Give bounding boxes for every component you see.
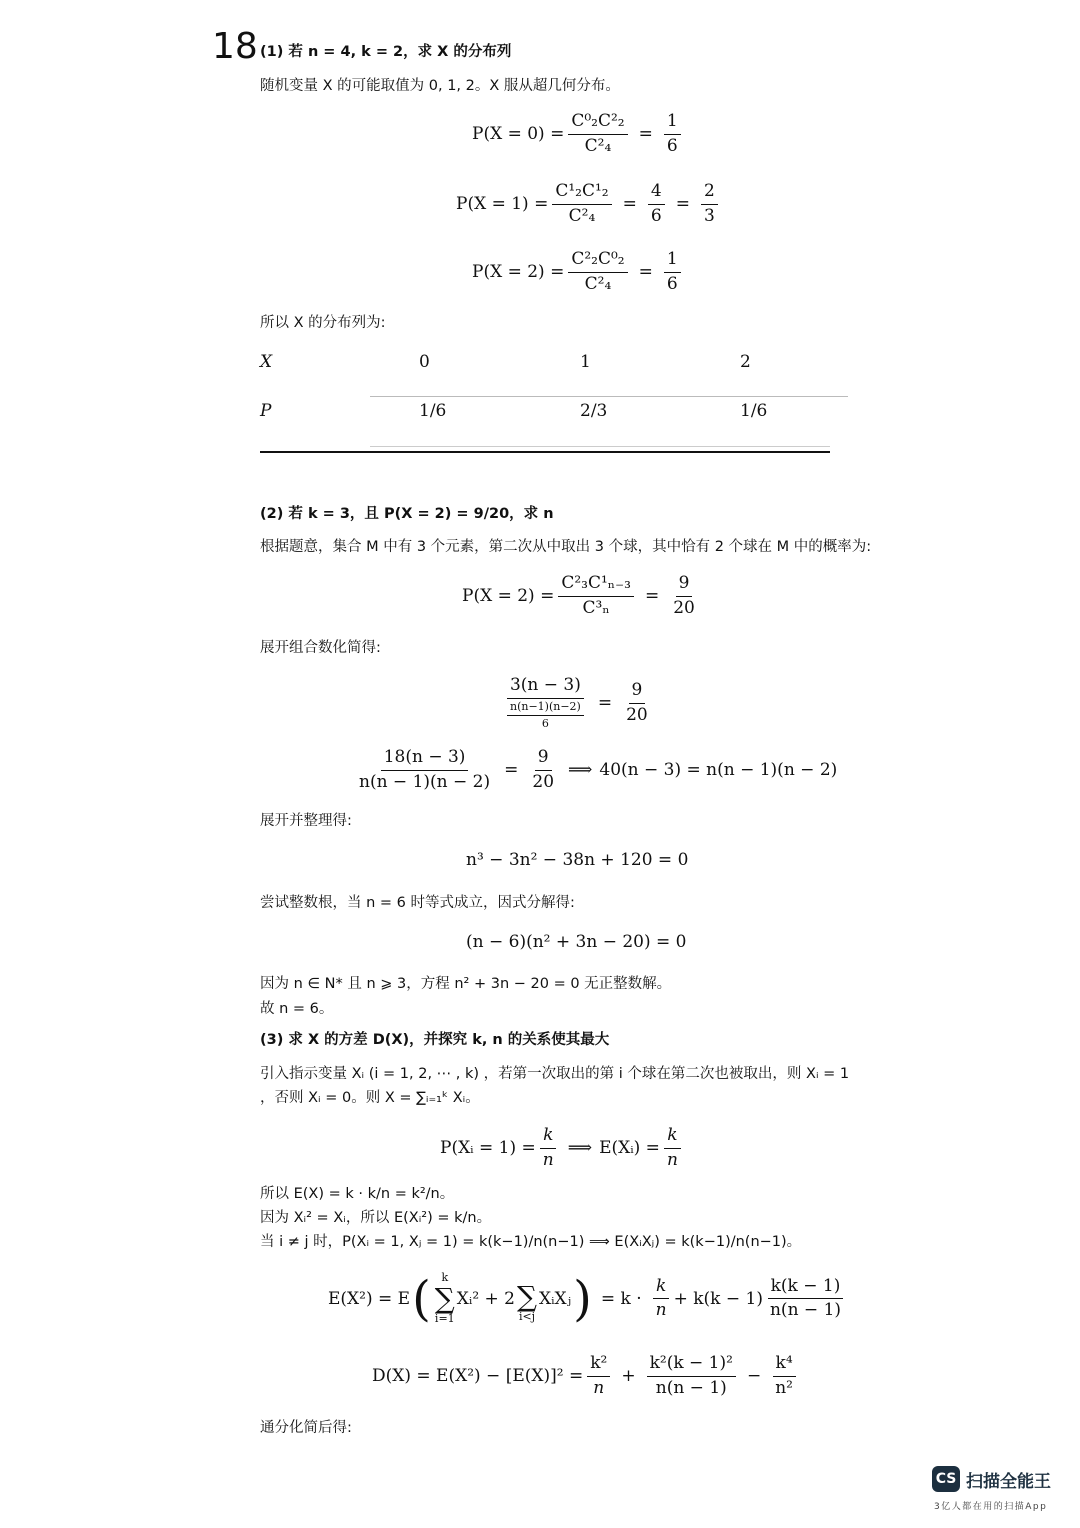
final-text: 通分化简后得: [260,1420,352,1436]
table-cell-p: P [260,401,272,421]
part1-intro: 随机变量 X 的可能取值为 0, 1, 2。X 服从超几何分布。 [260,78,620,94]
fraction [653,1277,670,1321]
denominator: C²₄ [584,135,612,156]
term1: Xᵢ² + 2 [456,1288,516,1309]
fraction [772,1354,796,1398]
eq-lhs: P(Xᵢ = 1) = [440,1138,536,1159]
fraction [587,1354,610,1398]
sigma-icon: ∑ [517,1280,538,1314]
table-intro: 所以 X 的分布列为: [260,315,386,331]
equation-part2-cleared: $\frac{18(n - 3)}{n(n - 1)(n - 2)}$ = $\frac{9}{20}$ ⟹ 40(n − 3) = n(n − 1)(n − 2) [352,748,837,792]
denominator: n(n − 1) [769,1300,842,1321]
try-text: 尝试整数根，当 n = 6 时等式成立，因式分解得: [260,895,575,911]
numerator: C²₂C⁰₂ [568,250,627,273]
eq-equals: = k · [600,1288,642,1309]
fraction [540,1126,557,1170]
eq-lhs: P(X = 1) = [456,194,549,215]
fraction [701,182,718,226]
table-cell-p1: 2/3 [580,401,608,421]
table-header-0: 0 [419,352,430,372]
equation-indicator [440,1126,685,1170]
numerator: 9 [535,748,552,771]
conclusion-text: 故 n = 6。 [260,1001,334,1017]
denominator: n(n − 1) [655,1377,727,1398]
numerator: 1 [664,112,681,135]
equation-cubic: n³ − 3n² − 38n + 120 = 0 [466,850,689,870]
equation-variance: D(X) = E(X²) − [E(X)]² = $\frac{\text{k²}}{n}$ + $\frac{\text{k²(k − 1)²}}{n(n - 1)}$ − $\frac{\text{k⁴}}{\text{n²}}$ [372,1354,800,1398]
table-rule-light [370,446,830,447]
eq-lhs: D(X) = E(X²) − [E(X)]² = [372,1366,584,1387]
fraction [568,250,627,294]
denominator: n [655,1300,667,1321]
denominator: 6 [666,135,678,156]
implies-arrow: ⟹ [567,1138,593,1159]
numerator: C¹₂C¹₂ [552,182,611,205]
term2: XᵢXⱼ [539,1288,572,1309]
part3-title: (3) 求 X 的方差 D(X)，并探究 k, n 的关系使其最大 [260,1032,610,1048]
denominator: 3 [703,205,715,226]
numerator: 9 [629,681,646,704]
eq-lhs: P(X = 2) = [472,262,565,283]
equation-part2-simplified: $\frac{3(n - 3)}{\frac{n(n-1)(n-2)}{6}}$ = $\frac{9}{20}$ [500,676,655,731]
numerator: 1 [664,250,681,273]
fraction [623,681,651,725]
eq-rhs: E(Xᵢ) = [599,1138,660,1159]
eq-lhs: E(X²) = E [328,1288,411,1309]
part3-intro-line1: 引入指示变量 Xᵢ (i = 1, 2, ⋯ , k) ，若第一次取出的第 i 个球在第二次也被取出，则 Xᵢ = 1 [260,1066,850,1082]
inner-denominator: 6 [541,717,549,731]
table-cell-p0: 1/6 [419,401,447,421]
reason-text: 因为 n ∈ N* 且 n ⩾ 3，方程 n² + 3n − 20 = 0 无正整数解。 [260,976,672,992]
denominator: C³ₙ [582,597,610,618]
numerator: k [540,1126,556,1149]
denominator: 20 [532,771,555,792]
watermark-name: 扫描全能王 [966,1471,1051,1492]
numerator: 4 [648,182,665,205]
fraction [356,748,493,792]
table-header-x: X [260,352,273,372]
fraction [664,1126,681,1170]
equation-part2-prob: P(X = 2) = $\frac{\text{C²₃C¹ₙ₋₃}}{\text{C³ₙ}}$ = $\frac{9}{20}$ [462,574,702,618]
inner-fraction [507,701,584,731]
equation-p0: P(X = 0) = $\frac{\text{C⁰₂C²₂}}{\text{C²₄}}$ = $\frac{1}{6}$ [472,112,685,156]
equation-ex2 [328,1272,848,1325]
fraction [664,250,681,294]
equation-factored: (n − 6)(n² + 3n − 20) = 0 [466,932,687,952]
table-rule-mid [370,396,848,397]
denominator [504,699,587,731]
eq-plus-term: + k(k − 1) [673,1288,763,1309]
denominator: 6 [666,273,678,294]
part1-title: (1) 若 n = 4, k = 2，求 X 的分布列 [260,44,512,60]
denominator: n(n − 1)(n − 2) [359,771,491,792]
numerator: k² [587,1354,610,1377]
fraction [568,112,627,156]
numerator: C²₃C¹ₙ₋₃ [558,574,634,597]
inner-numerator: n(n−1)(n−2) [507,701,584,717]
compound-fraction [504,676,587,731]
numerator: 18(n − 3) [381,748,469,771]
sum-upper: k [441,1271,449,1284]
numerator: k²(k − 1)² [647,1354,736,1377]
expand-text: 展开并整理得: [260,813,352,829]
numerator: k [653,1277,669,1300]
right-paren: ) [573,1270,592,1327]
eq-rhs: 40(n − 3) = n(n − 1)(n − 2) [599,760,838,781]
fraction [552,182,611,226]
line-expectation: 所以 E(X) = k · k/n = k²/n。 [260,1186,455,1202]
numerator: 2 [701,182,718,205]
denominator: 6 [650,205,662,226]
numerator: 9 [676,574,693,597]
numerator: k(k − 1) [768,1277,844,1300]
denominator: n [666,1149,678,1170]
table-header-1: 1 [580,352,591,372]
fraction [529,748,557,792]
sum-operator [435,1272,455,1325]
numerator: k⁴ [773,1354,796,1377]
sum-lower: i=1 [434,1311,455,1325]
table-header-2: 2 [740,352,751,372]
equation-p1: P(X = 1) = $\frac{\text{C¹₂C¹₂}}{\text{C²₄}}$ = $\frac{4}{6}$ = $\frac{2}{3}$ [456,182,722,226]
numerator: 3(n − 3) [507,676,584,699]
denominator: 20 [673,597,695,618]
denominator: 20 [626,704,648,725]
denominator: n [593,1377,605,1398]
part3-intro-line2: ，否则 Xᵢ = 0。则 X = ∑ᵢ₌₁ᵏ Xᵢ。 [260,1090,480,1106]
table-rule-bottom [260,451,830,453]
numerator: k [664,1126,680,1149]
watermark-tagline: 3亿人都在用的扫描App [934,1502,1048,1512]
simplify-text: 展开组合数化简得: [260,640,381,656]
eq-lhs: P(X = 2) = [462,586,555,607]
fraction [670,574,698,618]
sigma-icon: ∑ [434,1281,455,1315]
part2-title: (2) 若 k = 3，且 P(X = 2) = 9/20，求 n [260,506,554,522]
denominator: C²₄ [584,273,612,294]
numerator: C⁰₂C²₂ [568,112,627,135]
equation-p2: P(X = 2) = $\frac{\text{C²₂C⁰₂}}{\text{C²₄}}$ = $\frac{1}{6}$ [472,250,685,294]
fraction [767,1277,844,1321]
problem-number: 18 [212,26,258,67]
fraction [647,1354,736,1398]
line-xi-squared: 因为 Xᵢ² = Xᵢ，所以 E(Xᵢ²) = k/n。 [260,1210,492,1226]
eq-lhs: P(X = 0) = [472,124,565,145]
implies-arrow: ⟹ [568,760,593,781]
denominator: n² [775,1377,793,1398]
line-pair-prob: 当 i ≠ j 时，P(Xᵢ = 1, Xⱼ = 1) = k(k−1)/n(n−1) ⟹ E(XᵢXⱼ) = k(k−1)/n(n−1)。 [260,1234,802,1250]
fraction [664,112,681,156]
part2-intro: 根据题意，集合 M 中有 3 个元素，第二次从中取出 3 个球，其中恰有 2 个球在 M 中的概率为: [260,539,872,555]
left-paren: ( [412,1270,431,1327]
denominator: C²₄ [568,205,596,226]
fraction [558,574,634,618]
fraction [648,182,665,226]
table-cell-p2: 1/6 [740,401,768,421]
sum-operator [517,1273,537,1324]
cs-logo-icon: CS [932,1466,960,1492]
scanner-watermark [932,1466,1051,1492]
denominator: n [542,1149,554,1170]
sum-lower: i<j [518,1310,536,1324]
